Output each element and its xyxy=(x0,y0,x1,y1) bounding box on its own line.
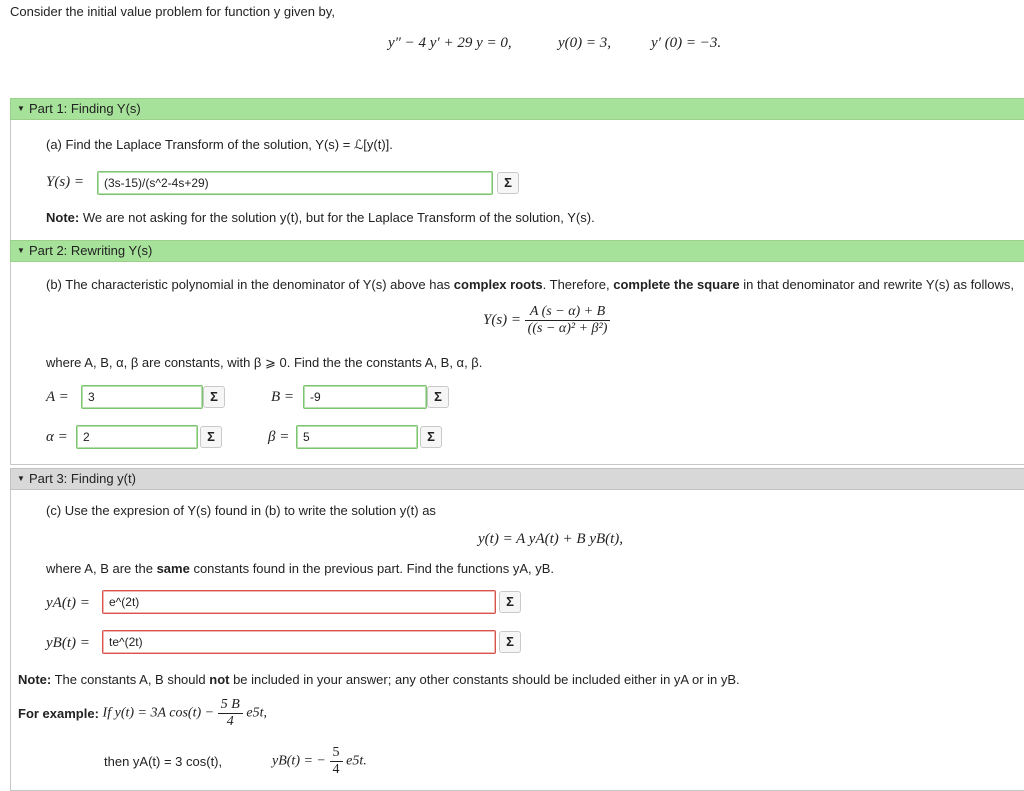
part2-where: where A, B, α, β are constants, with β ⩾ 0. Find the the constants A, B, α, β. xyxy=(46,355,483,370)
part2-formula xyxy=(483,304,610,337)
beta-label: β = xyxy=(268,429,290,445)
example-if: If y(t) = 3A cos(t) − xyxy=(102,705,215,721)
part3-formula: y(t) = A yA(t) + B yB(t), xyxy=(478,531,624,547)
example-line xyxy=(18,697,267,730)
sigma-icon[interactable]: Σ xyxy=(203,386,225,408)
caret-down-icon: ▼ xyxy=(17,246,25,255)
part2-q-bold1: complex roots xyxy=(453,277,543,292)
then-exp: e5t. xyxy=(346,753,367,769)
part2-question xyxy=(46,277,1014,292)
ya-input[interactable]: e^(2t) xyxy=(102,590,496,614)
a-label: A = xyxy=(46,389,69,405)
part2-q-mid: . Therefore, xyxy=(542,277,614,292)
alpha-label: α = xyxy=(46,429,68,445)
ode-equation: y″ − 4 y′ + 29 y = 0, xyxy=(388,35,512,51)
beta-input[interactable]: 5 xyxy=(296,425,418,449)
example-frac-num: 5 B xyxy=(218,697,243,714)
yb-label: yB(t) = xyxy=(46,635,90,651)
caret-down-icon: ▼ xyxy=(17,104,25,113)
part3-where xyxy=(46,561,554,576)
b-input[interactable]: -9 xyxy=(303,385,427,409)
a-input[interactable]: 3 xyxy=(81,385,203,409)
sigma-icon[interactable]: Σ xyxy=(427,386,449,408)
formula-numerator: A (s − α) + B xyxy=(525,304,611,321)
then-yb-line xyxy=(272,745,367,778)
part3-question: (c) Use the expresion of Y(s) found in (b) to write the solution y(t) as xyxy=(46,503,436,518)
part3-note-bold2: not xyxy=(209,672,230,687)
part1-title: Part 1: Finding Y(s) xyxy=(29,101,141,116)
yb-input[interactable]: te^(2t) xyxy=(102,630,496,654)
part3-header[interactable] xyxy=(10,468,1024,490)
part1-note-bold: Note: xyxy=(46,210,80,225)
part3-where-pre: where A, B are the xyxy=(46,561,157,576)
sigma-icon[interactable]: Σ xyxy=(499,631,521,653)
part3-where-post: constants found in the previous part. Find the functions yA, yB. xyxy=(189,561,555,576)
example-bold: For example: xyxy=(18,706,99,721)
then-yb: yB(t) = − xyxy=(272,753,326,769)
sigma-icon[interactable]: Σ xyxy=(497,172,519,194)
sigma-icon[interactable]: Σ xyxy=(200,426,222,448)
then-frac-den: 4 xyxy=(332,762,340,777)
part1-question: (a) Find the Laplace Transform of the solution, Y(s) = ℒ[y(t)]. xyxy=(46,137,393,152)
then-ya: then yA(t) = 3 cos(t), xyxy=(104,754,223,769)
part2-q-bold2: complete the square xyxy=(613,277,740,292)
b-label: B = xyxy=(271,389,295,405)
part3-note-post: be included in your answer; any other constants should be included either in yA or in yB. xyxy=(229,672,740,687)
sigma-icon[interactable]: Σ xyxy=(499,591,521,613)
part3-note-bold: Note: xyxy=(18,672,52,687)
ya-label: yA(t) = xyxy=(46,595,90,611)
part1-header[interactable] xyxy=(10,98,1024,120)
example-frac-den: 4 xyxy=(226,714,234,729)
initial-condition-2: y′ (0) = −3. xyxy=(651,35,722,51)
alpha-input[interactable]: 2 xyxy=(76,425,198,449)
caret-down-icon: ▼ xyxy=(17,474,25,483)
problem-intro: Consider the initial value problem for function y given by, xyxy=(10,4,335,19)
formula-denominator: ((s − α)² + β²) xyxy=(527,321,608,336)
part2-title: Part 2: Rewriting Y(s) xyxy=(29,243,153,258)
example-fraction xyxy=(218,697,243,730)
part2-header[interactable] xyxy=(10,240,1024,262)
then-frac-num: 5 xyxy=(330,745,343,762)
formula-fraction xyxy=(525,304,611,337)
sigma-icon[interactable]: Σ xyxy=(420,426,442,448)
part2-q-post: in that denominator and rewrite Y(s) as follows, xyxy=(739,277,1014,292)
part2-q-pre: (b) The characteristic polynomial in the denominator of Y(s) above has xyxy=(46,277,454,292)
initial-condition-1: y(0) = 3, xyxy=(558,35,612,51)
part3-note-pre: The constants A, B should xyxy=(51,672,210,687)
formula-lhs: Y(s) = xyxy=(483,312,522,328)
part3-where-bold: same xyxy=(156,561,190,576)
part1-note xyxy=(46,210,595,225)
ys-answer-input[interactable]: (3s-15)/(s^2-4s+29) xyxy=(97,171,493,195)
part3-note xyxy=(18,672,740,687)
part3-title: Part 3: Finding y(t) xyxy=(29,471,136,486)
part1-note-text: We are not asking for the solution y(t), but for the Laplace Transform of the solution, Y(s). xyxy=(82,210,595,225)
ys-label: Y(s) = xyxy=(46,174,85,190)
example-exp: e5t, xyxy=(246,705,268,721)
then-fraction xyxy=(330,745,343,778)
